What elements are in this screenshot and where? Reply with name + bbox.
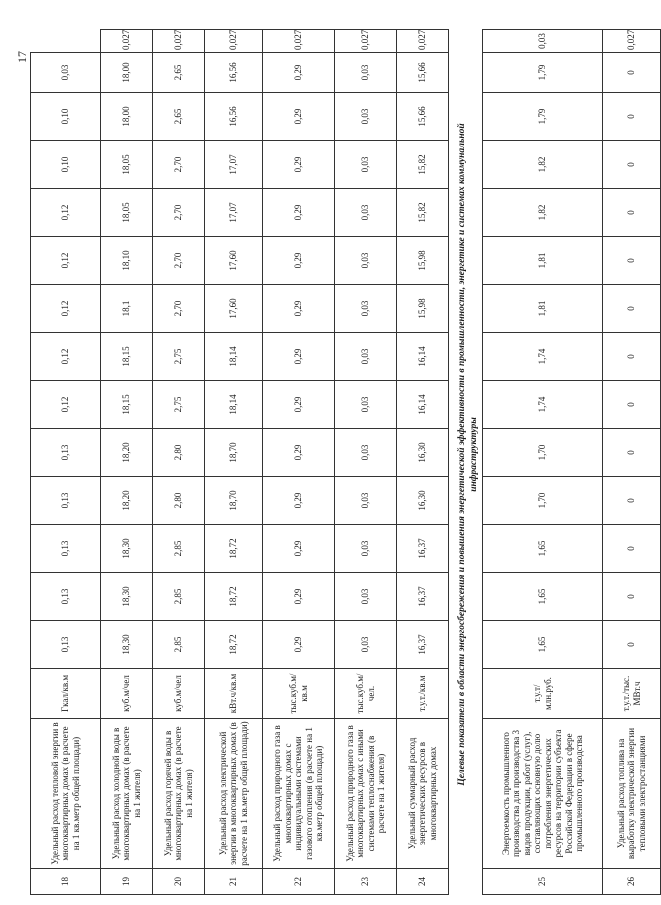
value-cell: 18,30 [101,525,153,573]
value-cell: 15,98 [397,285,449,333]
table-row [263,30,335,895]
value-cell: 2,75 [153,381,205,429]
value-cell: 0,29 [263,93,335,141]
value-cell: 0,13 [31,573,101,621]
value-cell: 0 [603,477,661,525]
value-cell: 0,03 [335,237,397,285]
value-cell: 0,03 [335,429,397,477]
value-cell: 15,66 [397,93,449,141]
value-cell: 0,027 [101,30,153,53]
value-cell: 0,03 [335,477,397,525]
value-cell: 0,29 [263,53,335,93]
value-cell: 18,72 [205,573,263,621]
value-cell: 0,03 [483,30,603,53]
value-cell: 17,07 [205,189,263,237]
value-cell: 0 [603,93,661,141]
value-cell: 0,29 [263,189,335,237]
unit-cell: куб.м/чел [153,669,205,719]
value-cell: 0,12 [31,381,101,429]
value-cell: 16,37 [397,525,449,573]
value-cell: 15,82 [397,189,449,237]
unit-cell: кВт.ч/кв.м [205,669,263,719]
row-number: 23 [335,869,397,895]
indicator-name: Удельный расход природного газа в многоквартирных домах с индивидуальными системами газового отопления (в расчете на 1 кв.метр общей площади) [263,719,335,869]
value-cell: 2,65 [153,93,205,141]
value-cell: 18,00 [101,93,153,141]
value-cell: 0,03 [31,53,101,93]
value-cell: 16,56 [205,93,263,141]
value-cell: 1,74 [483,381,603,429]
value-cell: 18,70 [205,477,263,525]
value-cell: 0,29 [263,477,335,525]
value-cell: 18,05 [101,189,153,237]
value-cell: 0,29 [263,429,335,477]
value-cell: 18,20 [101,477,153,525]
value-cell: 0 [603,525,661,573]
value-cell: 2,85 [153,525,205,573]
value-cell: 1,82 [483,189,603,237]
value-cell: 0,29 [263,333,335,381]
row-number: 24 [397,869,449,895]
value-cell: 0,03 [335,525,397,573]
value-cell: 18,15 [101,333,153,381]
value-cell: 0,03 [335,621,397,669]
value-cell: 1,79 [483,53,603,93]
indicator-name: Удельный расход электрической энергии в многоквартирных домах (в расчете на 1 кв.метр общей площади) [205,719,263,869]
value-cell: 0 [603,621,661,669]
value-cell: 0,027 [603,30,661,53]
page-number: 17 [15,51,29,63]
unit-cell: тыс.куб.м/кв.м [263,669,335,719]
unit-cell: Гкал/кв.м [31,669,101,719]
value-cell: 1,70 [483,477,603,525]
value-cell: 0 [603,573,661,621]
value-cell: 0,03 [335,93,397,141]
unit-cell: куб.м/чел [101,669,153,719]
section-caption-line-1: Целевые показатели в области энергосбережения и повышения энергетической эффективности в промышленности, энергетике и системах коммунальной [456,123,467,786]
table-row [603,30,661,895]
value-cell: 17,60 [205,237,263,285]
table-body-bottom [483,30,661,895]
value-cell: 2,80 [153,429,205,477]
value-cell: 0,03 [335,333,397,381]
value-cell: 18,05 [101,141,153,189]
value-cell: 0,29 [263,573,335,621]
section-caption-row [449,30,483,895]
value-cell: 0,03 [335,53,397,93]
value-cell: 16,56 [205,53,263,93]
value-cell: 0 [603,429,661,477]
table-row [335,30,397,895]
value-cell: 2,70 [153,285,205,333]
value-cell: 2,75 [153,333,205,381]
table-row [31,30,101,895]
value-cell: 0,29 [263,285,335,333]
value-cell: 0,13 [31,429,101,477]
value-cell: 0,29 [263,621,335,669]
value-cell: 0,027 [263,30,335,53]
value-cell: 0 [603,237,661,285]
value-cell: 0 [603,285,661,333]
indicator-name: Удельный расход тепловой энергии в многоквартирных домах (в расчете на 1 кв.метр общей площади) [31,719,101,869]
row-number: 19 [101,869,153,895]
value-cell: 0,03 [335,285,397,333]
value-cell: 2,70 [153,189,205,237]
table-row [205,30,263,895]
table-row [483,30,603,895]
value-cell: 0,12 [31,189,101,237]
value-cell: 16,30 [397,429,449,477]
value-cell: 18,30 [101,621,153,669]
row-number: 20 [153,869,205,895]
indicator-name: Удельный расход горячей воды в многоквартирных домах (в расчете на 1 жителя) [153,719,205,869]
indicator-name: Удельный расход природного газа в многоквартирных домах с иными системами теплоснабжения (в расчете на 1 жителя) [335,719,397,869]
value-cell: 0 [603,381,661,429]
section-caption-body [449,30,483,895]
value-cell: 18,72 [205,525,263,573]
value-cell: 1,74 [483,333,603,381]
value-cell: 18,00 [101,53,153,93]
value-cell: 16,37 [397,573,449,621]
value-cell: 1,65 [483,525,603,573]
value-cell: 1,79 [483,93,603,141]
unit-cell: тыс.куб.м/чел. [335,669,397,719]
indicator-name: Энергоемкость промышленного производства для производства 3 видов продукции, работ (услуг), составляющих основную долю потребления энергетических ресурсов на территории субъекта Российской Федерации в сфере промышленного производства [483,719,603,869]
value-cell: 0,10 [31,93,101,141]
value-cell: 0,13 [31,525,101,573]
value-cell: 16,14 [397,333,449,381]
value-cell: 0,027 [205,30,263,53]
value-cell: 2,85 [153,621,205,669]
table-row [153,30,205,895]
unit-cell: т.у.т./тыс. МВт.ч [603,669,661,719]
value-cell: 0,12 [31,237,101,285]
value-cell: 15,98 [397,237,449,285]
value-cell: 1,81 [483,237,603,285]
value-cell: 1,82 [483,141,603,189]
indicator-name: Удельный расход холодной воды в многоквартирных домах (в расчете на 1 жителя) [101,719,153,869]
row-number: 26 [603,869,661,895]
value-cell: 18,20 [101,429,153,477]
value-cell: 0,12 [31,285,101,333]
value-cell: 2,70 [153,141,205,189]
value-cell: 0,10 [31,141,101,189]
value-cell: 0,03 [335,573,397,621]
value-cell: 0 [603,53,661,93]
value-cell: 18,72 [205,621,263,669]
value-cell: 16,14 [397,381,449,429]
row-number: 21 [205,869,263,895]
value-cell: 0,29 [263,381,335,429]
value-cell: 18,14 [205,381,263,429]
value-cell: 0,13 [31,621,101,669]
value-cell: 0,03 [335,141,397,189]
row-number: 25 [483,869,603,895]
value-cell: 1,65 [483,573,603,621]
value-cell: 0,03 [335,189,397,237]
table-body-top [31,30,449,895]
value-cell: 17,60 [205,285,263,333]
value-cell: 2,80 [153,477,205,525]
value-cell: 16,30 [397,477,449,525]
value-cell: 1,70 [483,429,603,477]
indicators-table [30,29,661,895]
value-cell: 2,70 [153,237,205,285]
value-cell: 0,29 [263,141,335,189]
value-cell: 18,15 [101,381,153,429]
value-cell: 18,10 [101,237,153,285]
value-cell: 0,03 [335,381,397,429]
value-cell: 18,30 [101,573,153,621]
value-cell: 0,12 [31,333,101,381]
indicator-name: Удельный суммарный расход энергетических ресурсов в многоквартирных домах [397,719,449,869]
table-row [397,30,449,895]
value-cell: 0 [603,189,661,237]
value-cell: 17,07 [205,141,263,189]
indicator-name: Удельный расход топлива на выработку электрической энергии тепловыми электростанциями [603,719,661,869]
unit-cell: т.у.т./кв.м [397,669,449,719]
value-cell: 0 [603,333,661,381]
value-cell: 15,66 [397,53,449,93]
value-cell: 18,1 [101,285,153,333]
value-cell: 2,65 [153,53,205,93]
row-number: 22 [263,869,335,895]
value-cell: 0,13 [31,477,101,525]
value-cell: 0,027 [397,30,449,53]
table-row [101,30,153,895]
value-cell: 0,29 [263,237,335,285]
unit-cell: т.у.т/млн.руб. [483,669,603,719]
value-cell: 18,14 [205,333,263,381]
value-cell: 0,29 [263,525,335,573]
section-caption-line-2: инфраструктуры [468,417,479,492]
value-cell: 15,82 [397,141,449,189]
value-cell: 0,027 [335,30,397,53]
value-cell: 1,65 [483,621,603,669]
value-cell: 18,70 [205,429,263,477]
value-cell: 1,81 [483,285,603,333]
value-cell: 2,85 [153,573,205,621]
row-number: 18 [31,869,101,895]
value-cell: 0 [603,141,661,189]
value-cell: 16,37 [397,621,449,669]
value-cell: 0,027 [153,30,205,53]
